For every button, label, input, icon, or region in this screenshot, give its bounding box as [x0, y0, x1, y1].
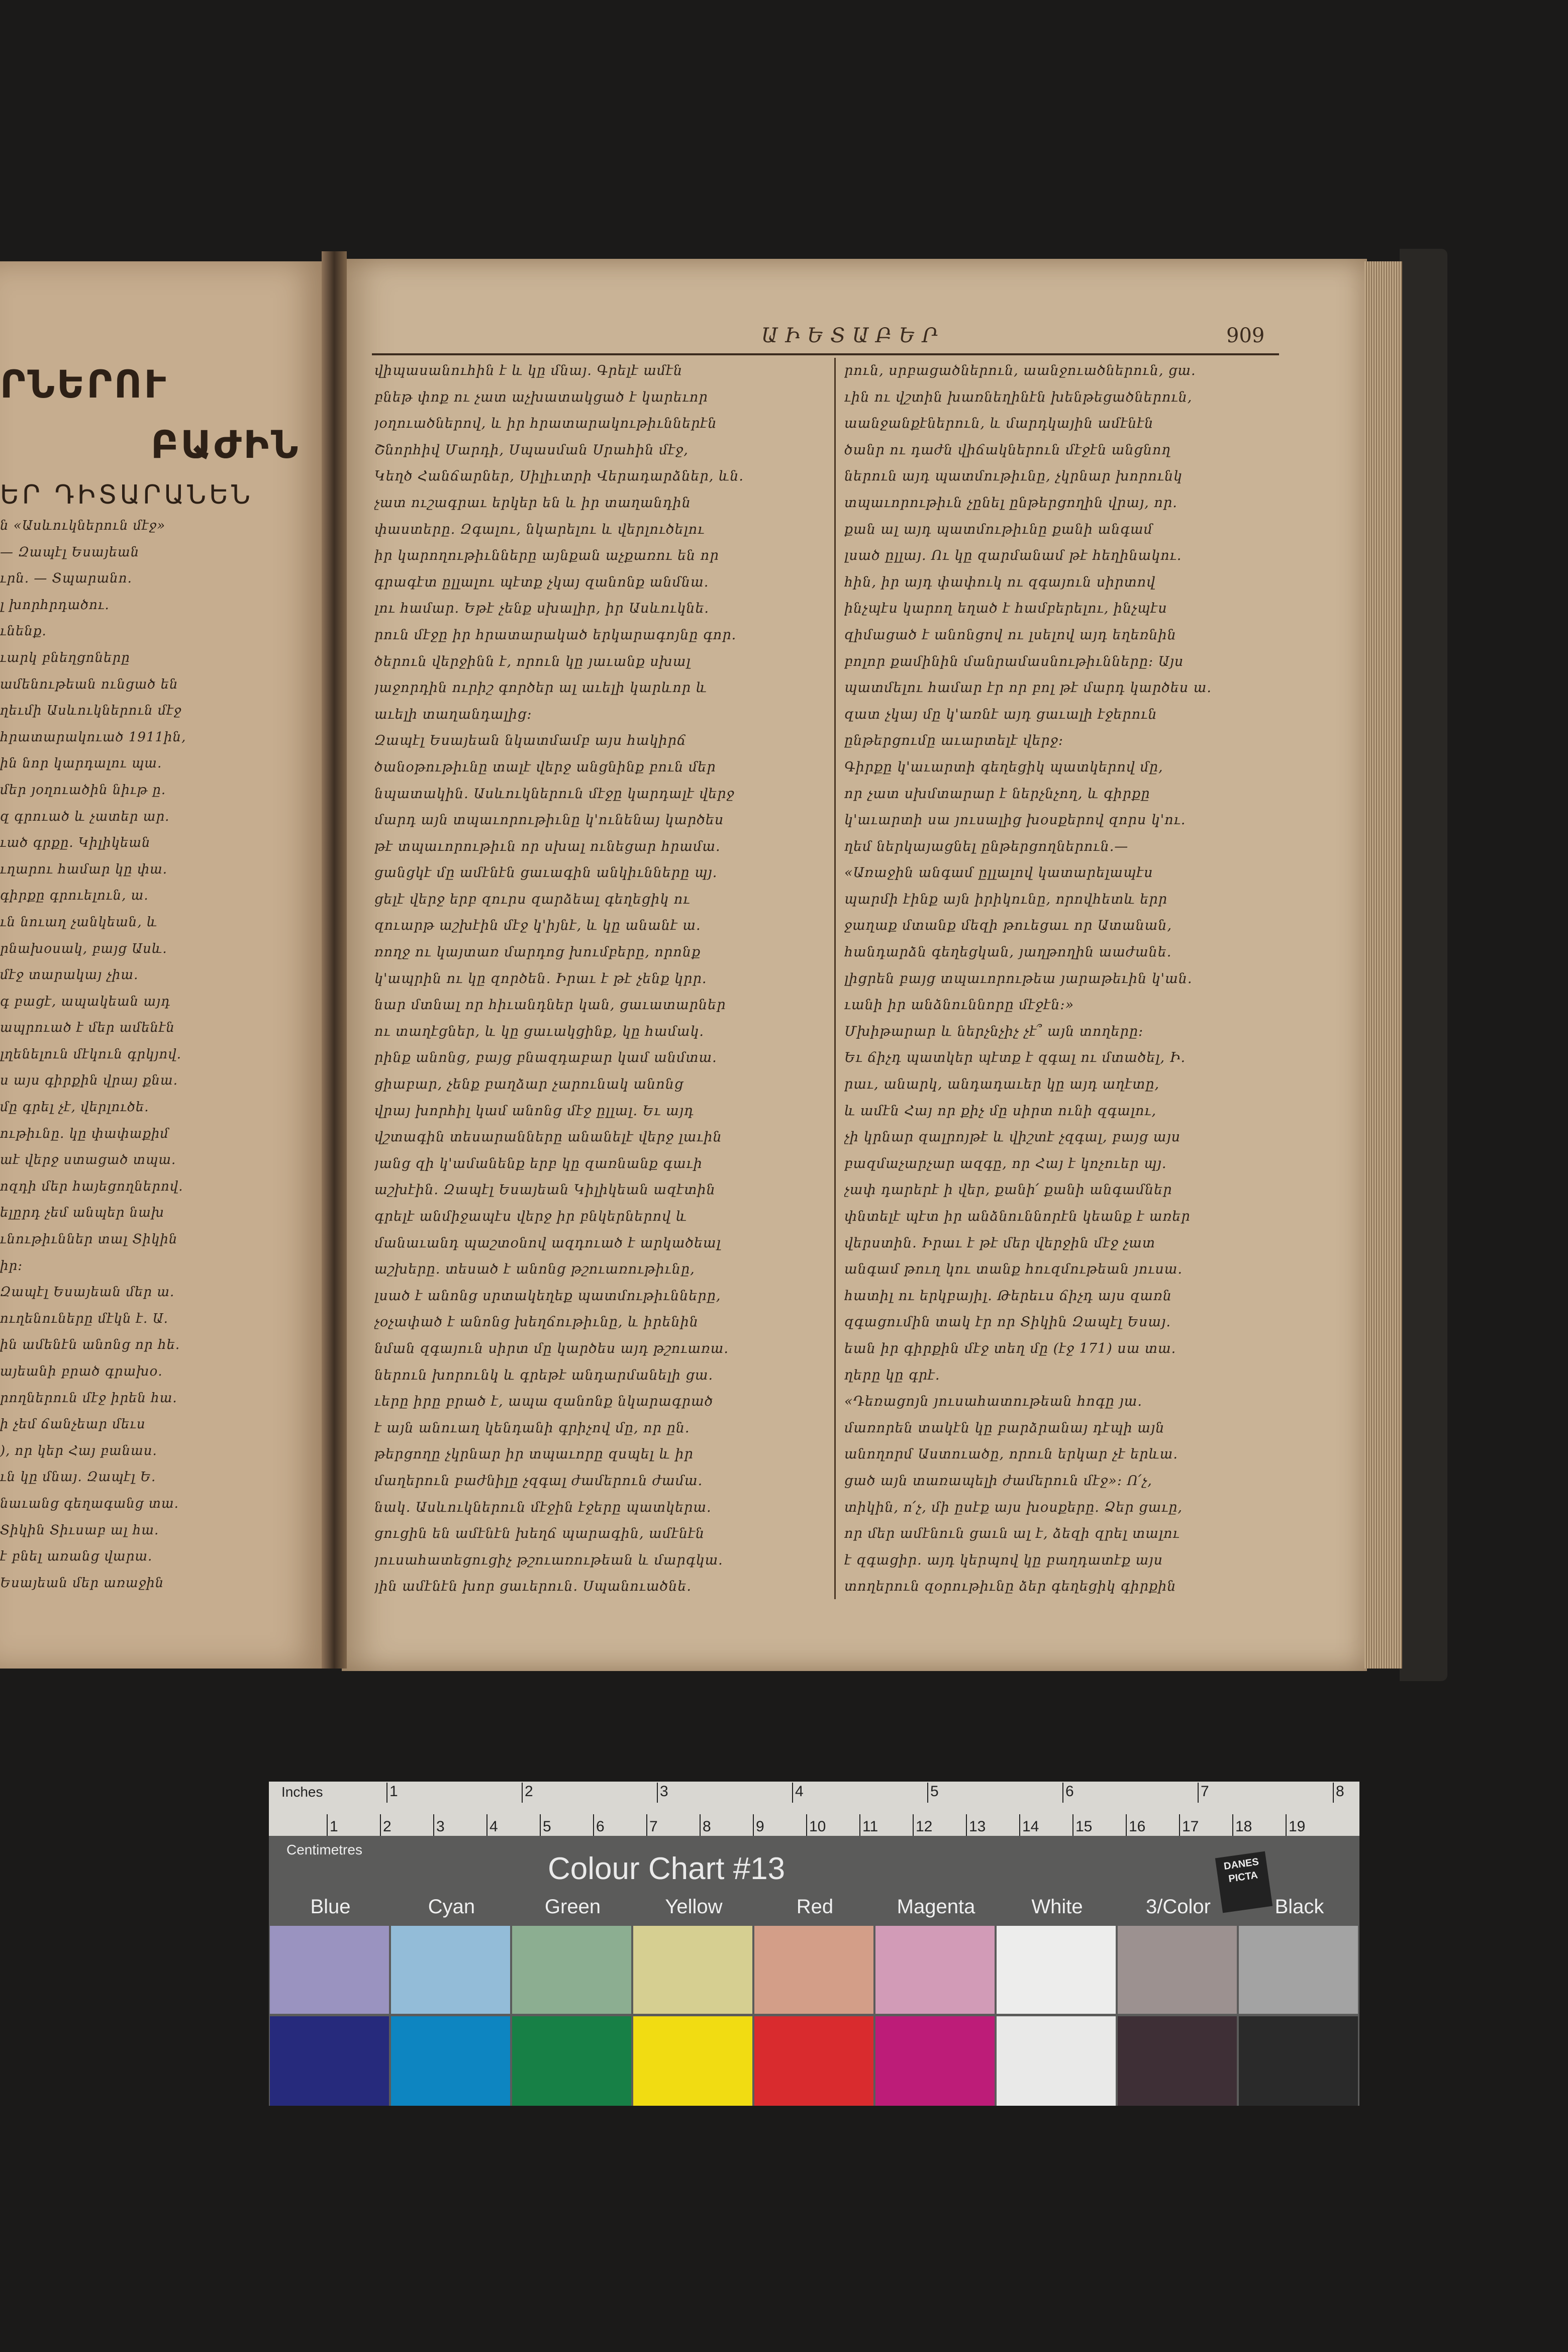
- text-line: որ մեր ամէնուն ցաւն ալ է, ձեզի զրել տալու: [844, 1526, 1180, 1542]
- text-line: անողորմ Աստուածը, որուն երկար չէ երևա.: [844, 1446, 1178, 1462]
- text-line: ինչպէս կարող եղած է համբերելու, ինչպէս: [844, 601, 1167, 617]
- swatch-label: Black: [1275, 1896, 1324, 1918]
- swatch-light: [997, 1926, 1116, 2014]
- text-line: անգամ թուղ կու տանք հուզմութեան յուսա.: [844, 1261, 1183, 1278]
- cm-number: 12: [916, 1818, 933, 1835]
- text-line: Տիկին Տիւսաբ ալ հա.: [0, 1522, 159, 1538]
- text-line: քան ալ այդ պատմութիւնը քանի անգամ: [844, 521, 1153, 537]
- cm-tick: [327, 1814, 328, 1836]
- text-line: լ խորհրդածու.: [0, 597, 110, 613]
- inch-tick: [1333, 1783, 1334, 1803]
- cm-tick: [433, 1814, 434, 1836]
- cm-tick: [593, 1814, 594, 1836]
- text-line: յաջորդին ուրիշ գործեր ալ աւելի կարևոր և: [374, 680, 708, 696]
- text-line: տողերուն զօրութիւնը ձեր գեղեցիկ գիրքին: [844, 1579, 1177, 1595]
- swatch-label: Blue: [310, 1896, 351, 1918]
- swatch-label: Cyan: [428, 1896, 475, 1918]
- text-line: «Դեռացոյն յուսահատութեան հոգը յա.: [844, 1394, 1142, 1410]
- text-line: զուարթ աշխէին մէջ կ'իյնէ, և կը անանէ ա.: [374, 918, 701, 934]
- cm-number: 3: [436, 1818, 445, 1835]
- swatch-light: [633, 1926, 752, 2014]
- text-line: զիմացած է անոնցով ու լսելով այդ եղեռնին: [844, 627, 1177, 643]
- text-line: րնախօսակ, բայց Ասև.: [0, 941, 167, 956]
- swatch-dark: [633, 2016, 752, 2106]
- swatch-light: [875, 1926, 995, 2014]
- text-line: աւելի տաղանդալից։: [374, 706, 532, 722]
- text-line: գ բացէ, ապակեան այդ: [0, 994, 171, 1009]
- text-line: ոզդի մեր հայեցողներով.: [0, 1179, 183, 1194]
- text-line: ւած գրքը. Կիլիկեան: [0, 835, 151, 851]
- cm-number: 14: [1022, 1818, 1039, 1835]
- swatch-dark: [270, 2016, 389, 2106]
- inch-tick: [657, 1783, 658, 1803]
- text-line: գրագէտ ըլլալու պէտք չկայ զանոնք անմնա.: [374, 574, 709, 590]
- cm-tick: [913, 1814, 914, 1836]
- inch-number: 8: [1336, 1783, 1344, 1800]
- text-line: ւանի իր անձնուննորը մէջէն։»: [844, 997, 1074, 1013]
- swatch-dark: [875, 2016, 995, 2106]
- text-line: նաւանց գեղագանց տա.: [0, 1496, 179, 1511]
- text-line: այեանի բրած գրախօ.: [0, 1364, 163, 1379]
- text-line: Եսայեան մեր առաջին: [0, 1575, 164, 1591]
- swatch-dark: [512, 2016, 631, 2106]
- column-divider: [834, 358, 836, 1599]
- text-line: նար մտնալ որ հիւանդներ կան, ցաւատարներ: [374, 997, 726, 1013]
- right-column-1: [374, 358, 827, 1600]
- cm-tick: [1126, 1814, 1127, 1836]
- text-line: վերստին. Իրաւ է թէ մեր վերջին մէջ չատ: [844, 1235, 1156, 1251]
- centimetres-label: Centimetres: [286, 1842, 362, 1857]
- text-line: մաղերուն բաժնիլը չզգալ ժամերուն ժամա.: [374, 1473, 703, 1489]
- inch-tick: [792, 1783, 793, 1803]
- text-line: լղենելուն մէկուն գրկյով.: [0, 1046, 182, 1062]
- cm-number: 2: [383, 1818, 391, 1835]
- cm-tick: [380, 1814, 381, 1836]
- text-line: ւրն. — Տպարանո.: [0, 571, 132, 586]
- text-line: ւն կը մնայ. Զապէլ Ե.: [0, 1469, 156, 1485]
- cm-number: 16: [1129, 1818, 1146, 1835]
- text-line: ղերը կը գրէ.: [844, 1367, 940, 1383]
- text-line: յին ամէնէն խոր ցաւերուն. Սպանուածնե.: [374, 1579, 692, 1595]
- book-cover: [1400, 249, 1447, 1681]
- text-line: ներուն խորունկ և գրեթէ անդարմանելի ցա.: [374, 1367, 714, 1383]
- text-line: վրայ խորհիլ կամ անոնց մէջ ըլլալ. Եւ այդ: [374, 1103, 694, 1119]
- text-line: լսած է անոնց սրտակեղեք պատմութիւնները,: [374, 1288, 721, 1304]
- text-line: րինք անոնց, բայց բնազդաբար կամ անմտա.: [374, 1050, 717, 1066]
- text-line: բնեթ փոք ու չատ աչխատակցած է կարեւոր: [374, 389, 708, 405]
- swatch-dark: [391, 2016, 510, 2106]
- text-line: բոլոր քամինին մանրամասնութիւնները։ Այս: [844, 653, 1184, 669]
- text-line: ), որ կեր Հայ բանաս.: [0, 1443, 157, 1458]
- text-line: Զապէլ Եսայեան մեր ա.: [0, 1285, 175, 1300]
- swatch-dark: [1239, 2016, 1358, 2106]
- text-line: նակ. Ասևուկներուն մէջին էջերը պատկերա.: [374, 1499, 712, 1515]
- text-line: լիցրեն բայց տպաւորութեա յարաթեւին կ'ան.: [844, 970, 1193, 987]
- text-line: ւղարու համար կը փա.: [0, 861, 168, 877]
- text-line: ցած այն տառապելի ժամերուն մէջ»։ Ո՛չ,: [844, 1473, 1152, 1489]
- inches-label: Inches: [281, 1784, 323, 1800]
- left-heading-1: ՐՆԵՐՈՒ: [0, 362, 168, 407]
- text-line: իր:: [0, 1258, 23, 1273]
- swatch-dark: [997, 2016, 1116, 2106]
- page-number: 909: [1226, 324, 1265, 347]
- text-line: յուսահատեցուցիչ թշուառութեան և մարգկա.: [374, 1552, 723, 1568]
- text-line: աշխերը. տեսած է անոնց թշուառութիւնը,: [374, 1261, 695, 1278]
- text-line: — Զապէլ Եսայեան: [0, 544, 140, 560]
- cm-tick: [1179, 1814, 1180, 1836]
- text-line: ւերը իրը բրած է, ապա զանոնք նկարագրած: [374, 1394, 714, 1410]
- cm-number: 6: [596, 1818, 605, 1835]
- text-line: Զապէլ Եսայեան նկատմամբ այս հակիրճ: [374, 733, 687, 749]
- left-heading-2: ԲԱԺԻՆ: [151, 422, 301, 467]
- cm-number: 13: [969, 1818, 986, 1835]
- text-line: աշխէին. Զապէլ Եսայեան Կիլիկեան ազէտին: [374, 1182, 716, 1198]
- text-line: պատմելու համար էր որ բոլ թէ մարդ կարծես ա.: [844, 680, 1212, 696]
- text-line: գիրքը գրուելուն, ա.: [0, 888, 149, 904]
- text-line: Եւ ճիչդ պատկեր պէտք է զգալ ու մտածել, Ի.: [844, 1050, 1186, 1066]
- text-line: փաստերը. Զգալու, նկարելու և վերլուծելու: [374, 521, 705, 537]
- text-line: Մխիթարար և ներչնչիչ չէ՞ այն տողերը։: [844, 1023, 1144, 1039]
- text-line: րուն մէջը իր հրատարակած երկարագոյնը գոր.: [374, 627, 737, 643]
- text-line: հատիլ ու երկբայիլ. Թերեւս ճիչդ այս զառն: [844, 1288, 1172, 1304]
- text-line: ն «Ասևուկներուն մէջ»: [0, 518, 166, 533]
- swatch-light: [754, 1926, 873, 2014]
- cm-number: 18: [1235, 1818, 1252, 1835]
- inch-number: 4: [795, 1783, 804, 1800]
- inch-tick: [522, 1783, 523, 1803]
- inch-tick: [927, 1783, 928, 1803]
- text-line: վիպասանուհին է և կը մնայ. Գրելէ ամէն: [374, 363, 683, 378]
- text-line: յանց զի կ'ամանենք երբ կը զառնանք գաւի: [374, 1155, 703, 1171]
- cm-number: 19: [1289, 1818, 1306, 1835]
- text-line: ս այս գիրքին վրայ քնա.: [0, 1073, 178, 1089]
- text-line: ցանցկէ մը ամէնէն ցաւագին անկիւնները պյ.: [374, 865, 718, 881]
- text-line: ի չեմ ճանչեար մեւս: [0, 1417, 146, 1432]
- text-line: հին, իր այդ փափուկ ու զգայուն սիրտով: [844, 574, 1156, 590]
- text-line: է զգացիր. այդ կերպով կը բաղդատէք այս: [844, 1552, 1163, 1568]
- cm-number: 11: [862, 1818, 878, 1835]
- text-line: աէ վերջ ստացած տպա.: [0, 1152, 176, 1168]
- inch-number: 1: [389, 1783, 398, 1800]
- text-line: չատ ուշագրաւ երկեր են և իր տաղանդին: [374, 495, 691, 511]
- left-heading-3: ԵՐ ԴԻՏԱՐԱՆԵՆ: [0, 480, 254, 510]
- cm-tick: [646, 1814, 647, 1836]
- text-line: նպատակին. Ասևուկներուն մէջը կարդալէ վերջ: [374, 786, 735, 802]
- text-line: մարդ այն տպաւորութիւնը կ'ունենայ կարծես: [374, 812, 724, 828]
- inch-tick: [1198, 1783, 1199, 1803]
- cm-tick: [1019, 1814, 1020, 1836]
- book-gutter: [322, 251, 347, 1669]
- text-line: ծանր ու դաժն վիճակներուն մէջէն անցնող: [844, 442, 1171, 458]
- swatch-dark: [754, 2016, 873, 2106]
- cm-number: 8: [703, 1818, 711, 1835]
- swatch-light: [1118, 1926, 1237, 2014]
- cm-tick: [486, 1814, 487, 1836]
- text-line: րուն, սրբացածներուն, աանջուածներուն, ցա.: [844, 363, 1196, 378]
- text-line: չափ դարերէ ի վեր, քանի՛ քանի անգամներ: [844, 1182, 1172, 1198]
- text-line: և ամէն Հայ որ քիչ մը սիրտ ունի զգալու,: [844, 1103, 1157, 1119]
- cm-number: 10: [809, 1818, 826, 1835]
- left-column-text: [0, 513, 314, 1596]
- text-line: յօղուածներով, և իր հրատարակութիւններէն: [374, 416, 717, 432]
- text-line: ծերուն վերջինն է, որուն կը յաւանք սխալ: [374, 653, 691, 669]
- running-head: ԱԻԵՏԱԲԵՐ: [761, 324, 945, 347]
- cm-tick: [966, 1814, 967, 1836]
- colour-chart-title: Colour Chart #13: [548, 1851, 786, 1886]
- text-line: եան իր գիրքին մէջ տեղ մը (էջ 171) սա տա.: [844, 1340, 1177, 1356]
- cm-number: 15: [1075, 1818, 1093, 1835]
- cm-tick: [859, 1814, 860, 1836]
- text-line: ցուցին են ամէնէն խեղճ պարագին, ամէնէն: [374, 1526, 705, 1542]
- text-line: ւարկ բնեղցոները: [0, 650, 130, 665]
- text-line: րողներուն մէջ իրեն հա.: [0, 1390, 177, 1406]
- inch-number: 2: [525, 1783, 533, 1800]
- text-line: ծանօթութիւնը տալէ վերջ անցնինք բուն մեր: [374, 759, 716, 775]
- text-line: նման զգայուն սիրտ մը կարծես այդ թշուառա.: [374, 1340, 729, 1356]
- inch-tick: [1062, 1783, 1063, 1803]
- text-line: աանջանքէներուն, և մարդկային ամէնէն: [844, 416, 1154, 432]
- cm-tick: [806, 1814, 807, 1836]
- text-line: ւն նուաղ չանկեան, և: [0, 914, 158, 930]
- swatch-light: [512, 1926, 631, 2014]
- text-line: Գիրքը կ'աւարտի գեղեցիկ պատկերով մը,: [844, 759, 1163, 775]
- text-line: գրելէ անմիջապէս վերջ իր բնկերներով և: [374, 1209, 688, 1224]
- text-line: տպաւորութիւն չընել ընթերցողին վրայ, որ.: [844, 495, 1178, 511]
- swatch-label: Green: [544, 1896, 601, 1918]
- swatch-label: Yellow: [665, 1896, 723, 1918]
- text-line: վշտագին տեսարանները անանելէ վերջ լաւին: [374, 1129, 722, 1145]
- text-line: որ չատ սխմտարար է ներչնչող, և գիրքը: [844, 786, 1150, 802]
- danes-picta-logo: DANES PICTA: [1215, 1851, 1272, 1913]
- right-column-2: [844, 358, 1282, 1600]
- text-line: չօչափած է անոնց խեղճութիւնը, և իրենին: [374, 1314, 699, 1330]
- text-line: կ'ապրին ու կը զործեն. Իրաւ է թէ չենք կրր.: [374, 970, 707, 987]
- inch-number: 6: [1065, 1783, 1074, 1800]
- text-line: ին ամենէն անոնց որ հե.: [0, 1337, 180, 1353]
- text-line: հրատարակուած 1911ին,: [0, 729, 186, 745]
- text-line: չի կրնար զալրոյթէ և վիշտէ չզգալ, բայց այս: [844, 1129, 1181, 1145]
- text-line: թէ տպաւորութիւն որ սխալ ունեցար հրամա.: [374, 838, 721, 854]
- text-line: ութիւնը. կը փափաքիմ: [0, 1126, 169, 1141]
- text-line: ապրուած է մեր ամենէն: [0, 1020, 175, 1036]
- text-line: ջաղաք մտանք մեզի թուեցաւ որ Ատանան,: [844, 918, 1172, 934]
- text-line: մը գրել չէ, վերլուծե.: [0, 1100, 149, 1115]
- text-line: պարմի էինք այն իրիկունը, որովհետև երր: [844, 891, 1167, 907]
- page-edges: [1364, 261, 1402, 1669]
- cm-number: 7: [649, 1818, 658, 1835]
- cm-tick: [1072, 1814, 1073, 1836]
- swatch-light: [270, 1926, 389, 2014]
- swatch-label: Magenta: [897, 1896, 975, 1918]
- text-line: ցիաբար, չենք բաղձար չարունակ անոնց: [374, 1076, 684, 1093]
- text-line: զ գրուած և չատեր ար.: [0, 809, 170, 824]
- text-line: մանաւանդ պաշտօնով ազդուած է արկածեալ: [374, 1235, 721, 1251]
- cm-number: 17: [1182, 1818, 1199, 1835]
- text-line: ու տաղէցներ, և կը ցաւակցինք, կը համակ.: [374, 1023, 704, 1039]
- text-line: ցելէ վերջ երբ զուրս զարձեալ գեղեցիկ ու: [374, 891, 691, 907]
- text-line: տիկին, ո՛չ, մի ըսէք այս խօսքերը. Ձեր ցաւը,: [844, 1499, 1183, 1515]
- text-line: Շնորհիվ Մարդի, Սպասման Սրահին մէջ,: [374, 442, 689, 458]
- swatch-label: White: [1031, 1896, 1083, 1918]
- cm-tick: [700, 1814, 701, 1836]
- text-line: թերցողը չկրնար իր տպաւորը զսպել և իր: [374, 1446, 694, 1462]
- swatch-light: [1239, 1926, 1358, 2014]
- text-line: լու համար. Եթէ չենք սխալիր, իր Ասևուկնե.: [374, 601, 709, 617]
- inch-tick: [386, 1783, 387, 1803]
- cm-number: 1: [330, 1818, 338, 1835]
- inch-number: 3: [660, 1783, 668, 1800]
- cm-number: 4: [489, 1818, 498, 1835]
- text-line: զգացումին տակ էր որ Տիկին Զապէլ Եսայ.: [844, 1314, 1171, 1330]
- text-line: լսած ըլլայ. Ու կը զարմանամ թէ հեղինակու.: [844, 548, 1182, 564]
- inch-number: 7: [1201, 1783, 1209, 1800]
- text-line: հանդարձն գեղեցկան, յաղթողին աաժանե.: [844, 944, 1172, 960]
- text-line: է այն անուաղ կենդանի գրիչով մը, որ ըն.: [374, 1420, 690, 1436]
- cm-tick: [1232, 1814, 1233, 1836]
- text-line: ւնենք.: [0, 624, 47, 639]
- text-line: ին նոր կարդալու պա.: [0, 756, 162, 771]
- cm-tick: [1286, 1814, 1287, 1836]
- cm-number: 5: [543, 1818, 551, 1835]
- swatch-dark: [1118, 2016, 1237, 2106]
- text-line: ղեմ ներկայացնել ընթերցողներուն.—: [844, 838, 1129, 854]
- text-line: ռողջ ու կայտառ մարդոց խումբերը, որոնք: [374, 944, 701, 960]
- text-line: զատ չկայ մը կ'առնէ այդ ցաւալի էջերուն: [844, 706, 1157, 722]
- text-line: ներուն այդ պատմութիւնը, չկրնար խորունկ: [844, 468, 1183, 484]
- swatch-label: 3/Color: [1146, 1896, 1211, 1918]
- cm-tick: [540, 1814, 541, 1836]
- text-line: ընթերցումը աւարտելէ վերջ։: [844, 733, 1064, 749]
- text-line: մէջ տարակայ չիա.: [0, 967, 139, 983]
- cm-tick: [753, 1814, 754, 1836]
- text-line: Կեղծ Հանճարներ, Սիլիւտրի Վերադարձներ, ևն.: [374, 468, 744, 484]
- text-line: ւնութիւններ տալ Տիկին: [0, 1232, 178, 1247]
- swatch-light: [391, 1926, 510, 2014]
- text-line: է բնել առանց վարա.: [0, 1549, 153, 1564]
- text-line: բազմաչարչար ազգը, որ Հայ է կոչուեր պյ.: [844, 1155, 1167, 1171]
- text-line: կ'աւարտի սա յուսալից խօսքերով զորս կ'ու.: [844, 812, 1186, 828]
- text-line: րաւ, անարկ, անդադաւեր կը այդ աղէտը,: [844, 1076, 1160, 1093]
- text-line: ամենութեան ունցած են: [0, 676, 178, 692]
- inch-number: 5: [930, 1783, 939, 1800]
- cm-number: 9: [756, 1818, 764, 1835]
- text-line: մառորեն տակէն կը բարձրանայ դէպի այն: [844, 1420, 1165, 1436]
- header-rule: [372, 353, 1279, 355]
- text-line: ղեւմի Ասևուկներուն մէջ: [0, 703, 182, 719]
- text-line: ուղենուները մէկն է. Ա.: [0, 1311, 168, 1326]
- text-line: ելըրդ չեմ անպեր նախ: [0, 1205, 165, 1221]
- swatch-label: Red: [796, 1896, 834, 1918]
- text-line: իր կարողութիւնները այնքան աչքառու են որ: [374, 548, 719, 564]
- text-line: ւին ու վշտին խառնեղինէն խենթեցածներուն,: [844, 389, 1193, 405]
- text-line: փնտելէ պէտ իր անձնուննորէն կեանք է առեր: [844, 1209, 1191, 1224]
- text-line: մեր յօղուածին նիւթ ը.: [0, 782, 166, 798]
- text-line: «Առաջին անգամ ըլլալով կատարելապէս: [844, 865, 1153, 881]
